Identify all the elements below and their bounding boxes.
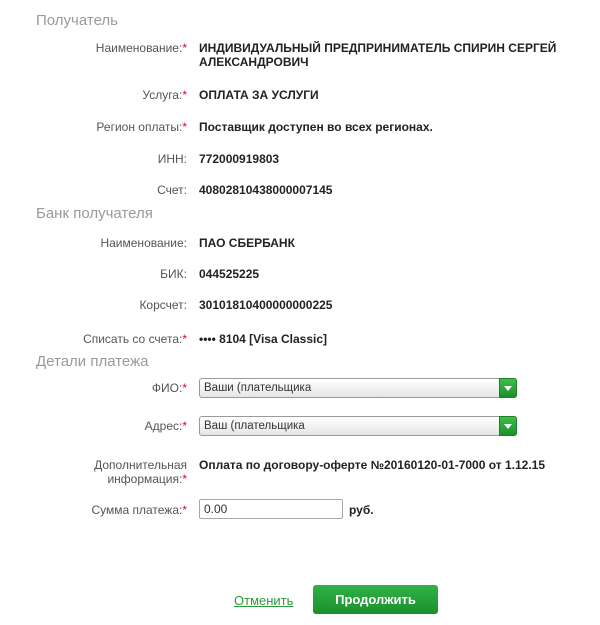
amount-label: Сумма платежа:* [91, 503, 187, 517]
bank-name-value: ПАО СБЕРБАНК [199, 236, 295, 250]
debit-value: •••• 8104 [Visa Classic] [199, 332, 327, 346]
address-select-value: Ваш (плательщика [204, 420, 305, 432]
chevron-down-icon[interactable] [499, 416, 517, 436]
account-label: Счет: [157, 183, 187, 197]
amount-unit: руб. [349, 503, 374, 517]
fio-select[interactable] [199, 378, 517, 398]
region-label: Регион оплаты:* [96, 120, 187, 134]
bik-value: 044525225 [199, 267, 260, 281]
inn-label: ИНН: [157, 152, 187, 166]
bik-label: БИК: [160, 267, 187, 281]
account-value: 40802810438000007145 [199, 183, 333, 197]
debit-label: Списать со счета:* [83, 332, 187, 346]
inn-value: 772000919803 [199, 152, 280, 166]
cancel-link[interactable]: Отменить [234, 593, 294, 608]
extra-info-label: Дополнительная информация:* [94, 458, 187, 486]
amount-input[interactable] [199, 499, 343, 519]
address-label: Адрес:* [144, 419, 187, 433]
corr-label: Корсчет: [139, 298, 187, 312]
service-value: ОПЛАТА ЗА УСЛУГИ [199, 88, 319, 102]
recipient-name-label: Наименование:* [95, 41, 187, 55]
chevron-down-icon[interactable] [499, 378, 517, 398]
service-label: Услуга:* [142, 88, 187, 102]
recipient-section-title: Получатель [36, 12, 118, 29]
continue-button[interactable]: Продолжить [313, 585, 438, 614]
address-select[interactable] [199, 416, 517, 436]
bank-name-label: Наименование: [100, 236, 187, 250]
fio-select-value: Ваши (плательщика [204, 382, 312, 394]
extra-info-value: Оплата по договору-оферте №20160120-01-7000 от 1.12.15 [199, 458, 546, 472]
corr-value: 30101810400000000225 [199, 298, 333, 312]
bank-section-title: Банк получателя [36, 205, 153, 222]
recipient-name-value: ИНДИВИДУАЛЬНЫЙ ПРЕДПРИНИМАТЕЛЬ СПИРИН СЕРГЕЙ АЛЕКСАНДРОВИЧ [199, 41, 557, 69]
fio-label: ФИО:* [151, 381, 187, 395]
payment-section-title: Детали платежа [36, 353, 149, 370]
region-value: Поставщик доступен во всех регионах. [199, 120, 433, 134]
